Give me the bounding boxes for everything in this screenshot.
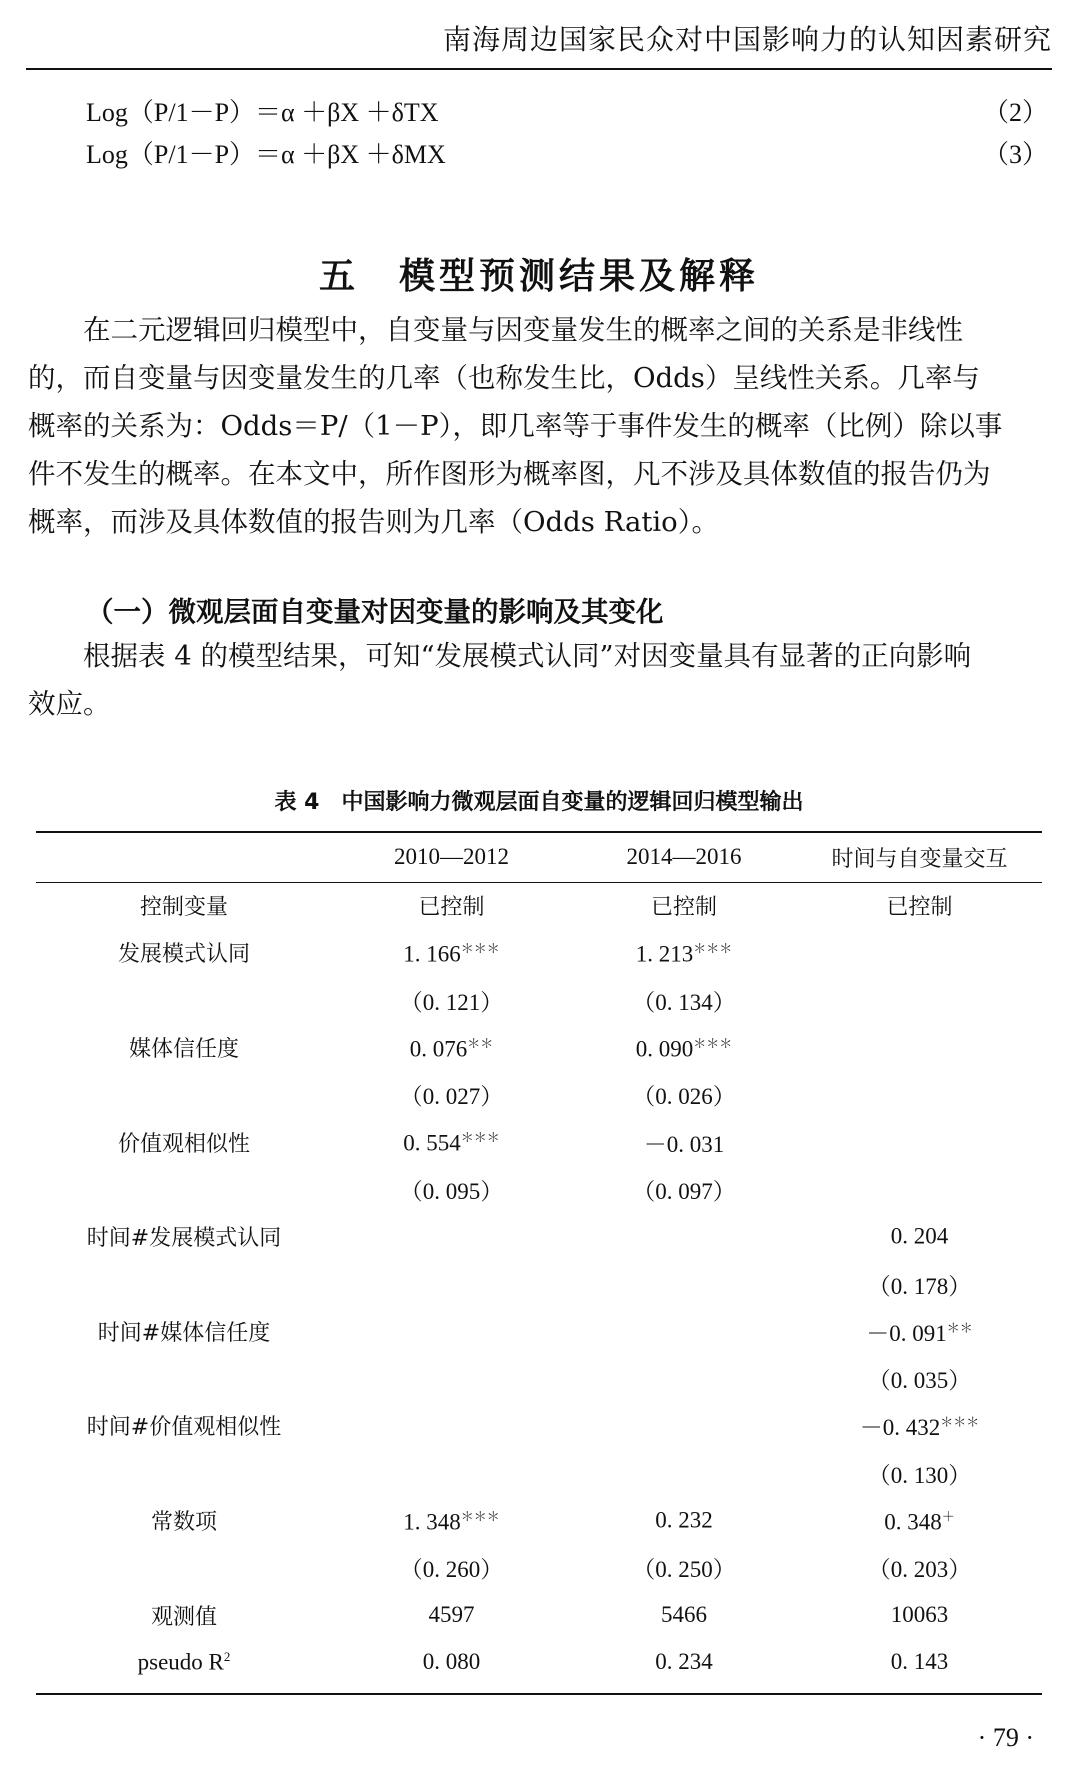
sig-marker: ＊＊＊ (460, 1130, 500, 1146)
table-row (36, 1450, 1042, 1497)
table-cell (36, 1450, 332, 1497)
table-cell (571, 929, 797, 976)
coef-value: 0. 076 (409, 1036, 468, 1062)
table-row (36, 929, 1042, 976)
table-caption: 表 4 中国影响力微观层面自变量的逻辑回归模型输出 (274, 790, 804, 815)
std-error: （0. 026） (632, 1084, 736, 1110)
std-error: （0. 178） (867, 1273, 972, 1299)
paragraph-1 (28, 306, 1050, 546)
coef-value: －0. 031 (643, 1131, 725, 1157)
table-cell (332, 1118, 571, 1165)
std-error: （0. 035） (867, 1368, 972, 1394)
table-cell (571, 1355, 797, 1402)
formula-2-number: （2） (982, 98, 1048, 127)
formula-3-number: （3） (982, 140, 1048, 169)
running-header: 南海周边国家民众对中国影响力的认知因素研究 (442, 23, 1052, 56)
table-cell (571, 1118, 797, 1165)
table-cell (36, 1355, 332, 1402)
table-cell (571, 1213, 797, 1260)
paragraph-line: 概率的关系为：Odds＝P/（1－P），即几率等于事件发生的概率（比例）除以事 (28, 410, 1003, 442)
section-heading: 五 模型预测结果及解释 (318, 255, 759, 297)
table-cell (36, 977, 332, 1024)
sig-marker: ＊＊ (946, 1320, 973, 1336)
table-row (36, 1497, 1042, 1544)
coef-value: 0. 204 (890, 1224, 949, 1250)
table-cell: 4597 (428, 1602, 475, 1628)
std-error: （0. 134） (632, 989, 736, 1015)
row-label: 时间#价值观相似性 (86, 1415, 282, 1441)
coef-value: －0. 432 (859, 1415, 941, 1441)
table-cell: 已控制 (886, 895, 953, 921)
table-row (36, 1544, 1042, 1591)
row-label: 观测值 (150, 1604, 217, 1630)
sig-marker: ＊＊＊ (940, 1414, 980, 1430)
table-cell (332, 1308, 571, 1355)
subsection-heading: （一）微观层面自变量对因变量的影响及其变化 (86, 596, 664, 628)
table-cell (332, 1024, 571, 1071)
table-cell (36, 1071, 332, 1118)
row-label: 常数项 (150, 1510, 217, 1535)
row-label: 发展模式认同 (117, 942, 250, 968)
table-cell: 已控制 (418, 895, 485, 921)
table-row (36, 1118, 1042, 1165)
row-label: 时间#发展模式认同 (86, 1226, 282, 1252)
formula-3: Log（P/1－P）＝α ＋βX ＋δMX (86, 140, 446, 169)
paragraph-line: 的，而自变量与因变量发生的几率（也称发生比，Odds）呈线性关系。几率与 (28, 362, 980, 394)
coef-value: 1. 213 (635, 941, 694, 967)
sig-marker: ＊＊＊ (693, 1035, 733, 1051)
table-cell (571, 1024, 797, 1071)
std-error: （0. 203） (867, 1557, 972, 1583)
row-label: 价值观相似性 (117, 1131, 250, 1157)
sig-marker: ＋ (941, 1508, 955, 1524)
table-row (36, 1402, 1042, 1449)
table-row (36, 1355, 1042, 1402)
coef-value: 0. 554 (403, 1130, 461, 1156)
table-cell (571, 1402, 797, 1449)
table-cell (571, 1450, 797, 1497)
table-cell (571, 1308, 797, 1355)
std-error: （0. 121） (399, 989, 504, 1015)
table-row (36, 1639, 1042, 1686)
header-rule (26, 68, 1052, 70)
row-label: 控制变量 (139, 895, 228, 921)
table-cell: 5466 (661, 1602, 707, 1628)
table-cell: 10063 (890, 1602, 949, 1628)
table-cell (797, 1497, 1042, 1544)
table-cell (797, 977, 1042, 1024)
table-cell (332, 1213, 571, 1260)
table-cell: 已控制 (650, 895, 717, 921)
column-header: 2014—2016 (626, 844, 742, 869)
column-header: 2010—2012 (394, 844, 509, 869)
table-row (36, 1260, 1042, 1307)
table-cell (332, 1497, 571, 1544)
table-cell (36, 1544, 332, 1591)
sig-marker: ＊＊＊ (460, 941, 500, 957)
std-error: （0. 097） (632, 1178, 736, 1204)
table-row (36, 1591, 1042, 1638)
table-cell (332, 1260, 571, 1307)
table-cell (797, 929, 1042, 976)
table-cell (797, 1213, 1042, 1260)
std-error: （0. 095） (399, 1178, 504, 1204)
table-row (36, 1213, 1042, 1260)
table-cell: 0. 234 (655, 1649, 713, 1675)
table-cell: 0. 080 (422, 1649, 481, 1675)
table-row (36, 977, 1042, 1024)
table-cell (36, 1166, 332, 1213)
table-cell (332, 929, 571, 976)
table-cell (797, 1024, 1042, 1071)
table-row (36, 1166, 1042, 1213)
std-error: （0. 250） (632, 1557, 736, 1583)
coef-value: 1. 166 (403, 941, 461, 967)
page-number: · 79 · (977, 1723, 1034, 1752)
pseudo-r2-label: pseudo R (137, 1649, 224, 1675)
table-row (36, 1071, 1042, 1118)
paragraph-line: 在二元逻辑回归模型中，自变量与因变量发生的概率之间的关系是非线性 (28, 314, 963, 346)
table-cell (571, 1260, 797, 1307)
table-cell (332, 1402, 571, 1449)
table-bottom-rule (36, 1693, 1042, 1695)
sig-marker: ＊＊＊ (693, 941, 733, 957)
coef-value: 1. 348 (403, 1509, 461, 1535)
table-cell (332, 1355, 571, 1402)
paragraph-2 (28, 632, 1050, 728)
std-error: （0. 260） (399, 1557, 504, 1583)
paragraph-line: 概率，而涉及具体数值的报告则为几率（Odds Ratio）。 (28, 506, 719, 538)
paragraph-line: 件不发生的概率。在本文中，所作图形为概率图，凡不涉及具体数值的报告仍为 (28, 458, 991, 490)
std-error: （0. 130） (867, 1462, 972, 1488)
table-cell: 0. 143 (890, 1649, 949, 1675)
table-cell (797, 1308, 1042, 1355)
table-cell (797, 1071, 1042, 1118)
coef-value: 0. 090 (635, 1036, 694, 1062)
paragraph-line: 根据表 4 的模型结果，可知“发展模式认同”对因变量具有显著的正向影响 (28, 640, 972, 672)
row-label: 媒体信任度 (128, 1037, 239, 1063)
std-error: （0. 027） (399, 1084, 504, 1110)
table-row (36, 1024, 1042, 1071)
sig-marker: ＊＊＊ (460, 1508, 500, 1524)
table-header-row (36, 832, 1042, 882)
table-cell (571, 1497, 797, 1544)
table-row (36, 882, 1042, 929)
table-cell (797, 1118, 1042, 1165)
table-cell (797, 1166, 1042, 1213)
row-label (36, 1639, 332, 1686)
paragraph-line: 效应。 (28, 688, 111, 720)
regression-table (36, 832, 1042, 1686)
column-header (36, 832, 332, 882)
superscript: 2 (223, 1649, 231, 1665)
table-cell (36, 1260, 332, 1307)
column-header: 时间与自变量交互 (831, 846, 1008, 872)
table-cell (797, 1402, 1042, 1449)
formula-2: Log（P/1－P）＝α ＋βX ＋δTX (86, 98, 439, 127)
coef-value: 0. 232 (655, 1507, 713, 1533)
row-label: 时间#媒体信任度 (97, 1320, 271, 1346)
table-cell (332, 1450, 571, 1497)
coef-value: 0. 348 (884, 1509, 942, 1535)
sig-marker: ＊＊ (467, 1035, 494, 1051)
coef-value: －0. 091 (866, 1320, 947, 1346)
table-row (36, 1308, 1042, 1355)
